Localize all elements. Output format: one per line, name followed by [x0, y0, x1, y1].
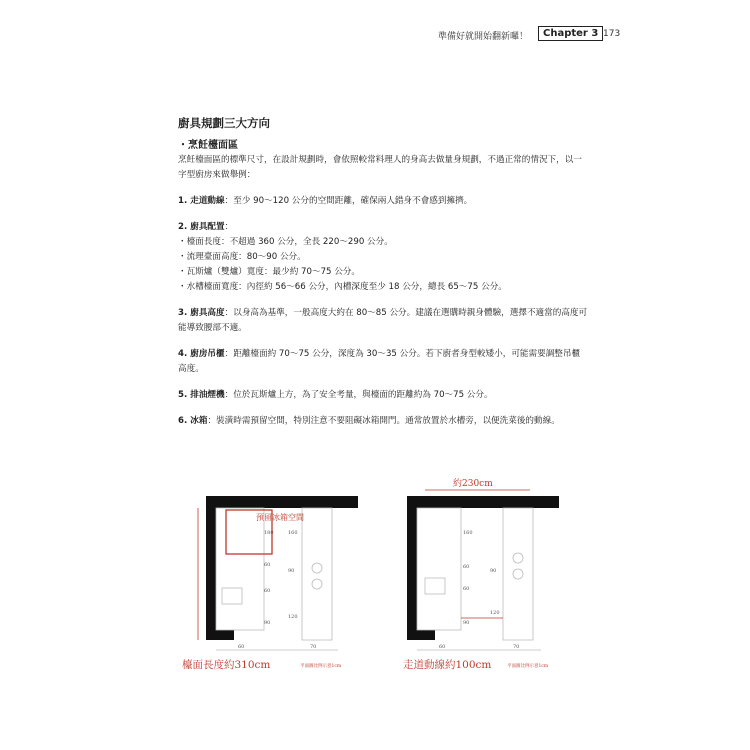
item-height	[178, 306, 588, 336]
section-subtitle: ・烹飪檯面區	[178, 140, 238, 151]
stove-burner	[513, 569, 523, 579]
item-head: 5. 排油煙機	[178, 390, 225, 400]
dimension-label: 90	[490, 568, 497, 574]
stove-burner	[312, 563, 322, 573]
floor-plan-right	[395, 478, 585, 687]
item-text: ：裝潢時需預留空間，特別注意不要阻礙冰箱開門。通常放置於水槽旁，以便洗菜後的動線。	[207, 416, 560, 426]
chapter-label: Chapter 3	[538, 26, 603, 41]
counter-right	[302, 508, 332, 640]
bullet-item: ・檯面長度：不超過 360 公分，全長 220～290 公分。	[178, 237, 393, 247]
dimension-label: 60	[439, 644, 446, 650]
layout-bullet-list	[178, 235, 588, 295]
diagram-caption: 檯面長度約310cm	[182, 659, 271, 671]
stove-burner	[312, 579, 322, 589]
item-head: 6. 冰箱	[178, 416, 208, 426]
dimension-label: 120	[490, 610, 500, 616]
wall-left	[206, 508, 216, 640]
floor-plan-right-drawing	[395, 478, 585, 683]
diagram-caption: 走道動線約100cm	[403, 659, 492, 671]
item-head: 4. 廚房吊櫃	[178, 349, 225, 359]
dimension-label: 70	[310, 644, 317, 650]
dimension-label: 90	[264, 620, 271, 626]
wall-left	[407, 508, 417, 640]
scale-note: 平面圖比例示意1cm	[507, 664, 549, 669]
item-text: ：距離檯面約 70～75 公分，深度為 30～35 公分。若下廚者身型較矮小，可能需要調整吊櫃高度。	[178, 349, 581, 374]
page-number: 173	[603, 29, 621, 39]
bullet-item: ・瓦斯爐（雙爐）寬度：最少約 70～75 公分。	[178, 267, 361, 277]
sink	[222, 588, 242, 604]
dimension-label: 60	[264, 588, 271, 594]
wall-top	[206, 496, 358, 508]
sink	[425, 578, 445, 594]
item-walkway	[178, 194, 588, 209]
scale-note: 平面圖比例示意1cm	[300, 664, 342, 669]
fridge-label: 預留冰箱空間	[256, 513, 304, 522]
item-layout	[178, 220, 588, 235]
wall-top	[407, 496, 559, 508]
counter-left	[417, 508, 461, 630]
dimension-label: 120	[288, 614, 298, 620]
item-head: 2. 廚具配置	[178, 222, 225, 232]
stove-burner	[513, 553, 523, 563]
counter-left	[216, 508, 264, 630]
item-text: ：至少 90～120 公分的空間距離，確保兩人錯身不會感到擁擠。	[224, 196, 473, 206]
dimension-label: 90	[463, 620, 470, 626]
running-title: 準備好就開始翻新囉！	[437, 32, 528, 42]
article-body	[178, 115, 588, 429]
item-head: 1. 走道動線	[178, 196, 225, 206]
item-text: ：	[224, 222, 234, 232]
item-text: ：以身高為基準，一般高度大約在 80～85 公分。建議在選購時親身體驗，選擇不適當的高度可能導致腰部不適。	[178, 308, 588, 333]
wall-bottom	[417, 630, 435, 640]
page-header	[0, 22, 750, 44]
floor-plan-left	[178, 478, 368, 687]
dimension-label: 60	[238, 644, 245, 650]
dimension-label: 60	[463, 586, 470, 592]
wall-bottom	[216, 630, 234, 640]
top-dimension-label: 約230cm	[453, 479, 493, 489]
section-title: 廚具規劃三大方向	[178, 116, 270, 130]
item-head: 3. 廚具高度	[178, 308, 225, 318]
dimension-label: 60	[264, 562, 271, 568]
dimension-label: 60	[463, 564, 470, 570]
dimension-label: 160	[288, 530, 298, 536]
bullet-item: ・流理臺面高度：80～90 公分。	[178, 252, 306, 262]
item-range-hood	[178, 388, 588, 403]
intro-paragraph: 烹飪檯面區的標準尺寸，在設計規劃時，會依照較常料理人的身高去做量身規劃，不過正常的情況下，以一字型廚房來做舉例：	[178, 155, 582, 180]
item-text: ：位於瓦斯爐上方，為了安全考量，與檯面的距離約為 70～75 公分。	[224, 390, 493, 400]
counter-right	[503, 508, 533, 640]
bullet-item: ・水槽檯面寬度：內徑約 56～66 公分，內槽深度至少 18 公分，總長 65～75 公分。	[178, 282, 507, 292]
dimension-label: 90	[288, 568, 295, 574]
floor-plan-left-drawing	[178, 478, 368, 683]
item-fridge	[178, 414, 588, 429]
item-wall-cabinet	[178, 347, 588, 377]
dimension-label: 180	[264, 530, 274, 536]
dimension-label: 70	[513, 644, 520, 650]
dimension-label: 160	[463, 530, 473, 536]
